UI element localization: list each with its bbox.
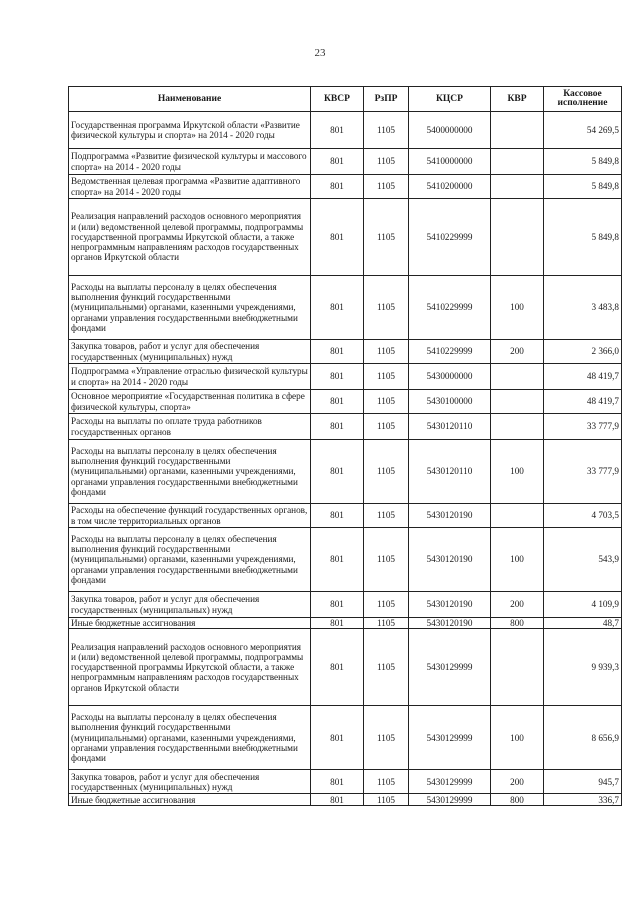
row-kcsr-cell: 5430120190 (409, 592, 491, 618)
row-amount-cell: 48 419,7 (544, 364, 622, 390)
row-kvsr-cell: 801 (311, 175, 364, 199)
table-row (69, 504, 622, 528)
row-kcsr-cell: 5410229999 (409, 276, 491, 340)
row-rzpr-cell: 1105 (364, 770, 409, 794)
row-kvr-cell: 200 (491, 770, 544, 794)
table-row (69, 414, 622, 440)
row-kcsr-cell: 5430100000 (409, 390, 491, 414)
row-name-cell: Реализация направлений расходов основного мероприятия и (или) ведомственной целевой программы, подпрограммы государственной программы Иркутской области, а также непрограммным направлениям расходов государственных органов Иркутской области (69, 629, 311, 706)
row-kvsr-cell: 801 (311, 618, 364, 629)
row-kvsr-cell: 801 (311, 276, 364, 340)
table-row (69, 528, 622, 592)
header-rzpr: РзПР (364, 87, 409, 112)
row-kcsr-cell: 5430120190 (409, 504, 491, 528)
row-kvr-cell: 200 (491, 592, 544, 618)
header-name: Наименование (69, 87, 311, 112)
row-kvr-cell (491, 112, 544, 149)
row-kcsr-cell: 5410229999 (409, 199, 491, 276)
row-kcsr-cell: 5430120190 (409, 618, 491, 629)
row-kvsr-cell: 801 (311, 440, 364, 504)
row-kcsr-cell: 5430129999 (409, 629, 491, 706)
row-kvr-cell (491, 414, 544, 440)
row-amount-cell: 543,9 (544, 528, 622, 592)
row-name-cell: Расходы на выплаты персоналу в целях обеспечения выполнения функций государственными (муниципальными) органами, казенными учреждениями, органами управления государственными внебюджетными фондами (69, 528, 311, 592)
row-rzpr-cell: 1105 (364, 592, 409, 618)
row-kvr-cell: 800 (491, 618, 544, 629)
row-kvsr-cell: 801 (311, 706, 364, 770)
table-row (69, 175, 622, 199)
row-name-cell: Подпрограмма «Развитие физической культуры и массового спорта» на 2014 - 2020 годы (69, 149, 311, 175)
row-kcsr-cell: 5410229999 (409, 340, 491, 364)
row-amount-cell: 8 656,9 (544, 706, 622, 770)
row-name-cell: Реализация направлений расходов основного мероприятия и (или) ведомственной целевой программы, подпрограммы государственной программы Иркутской области, а также непрограммным направлениям расходов государственных органов Иркутской области (69, 199, 311, 276)
row-name-cell: Закупка товаров, работ и услуг для обеспечения государственных (муниципальных) нужд (69, 770, 311, 794)
table-row (69, 199, 622, 276)
row-kcsr-cell: 5410000000 (409, 149, 491, 175)
table-row (69, 770, 622, 794)
row-kcsr-cell: 5430129999 (409, 706, 491, 770)
header-kvsr: КВСР (311, 87, 364, 112)
row-kvr-cell: 100 (491, 706, 544, 770)
row-rzpr-cell: 1105 (364, 199, 409, 276)
row-kvr-cell (491, 199, 544, 276)
row-name-cell: Иные бюджетные ассигнования (69, 794, 311, 806)
row-name-cell: Закупка товаров, работ и услуг для обеспечения государственных (муниципальных) нужд (69, 592, 311, 618)
page-number: 23 (314, 47, 326, 59)
row-rzpr-cell: 1105 (364, 149, 409, 175)
table-row (69, 592, 622, 618)
row-kcsr-cell: 5430120190 (409, 528, 491, 592)
row-rzpr-cell: 1105 (364, 504, 409, 528)
row-kcsr-cell: 5400000000 (409, 112, 491, 149)
table-row (69, 276, 622, 340)
row-kvr-cell: 100 (491, 276, 544, 340)
row-kcsr-cell: 5430129999 (409, 794, 491, 806)
table-row (69, 390, 622, 414)
row-kvsr-cell: 801 (311, 340, 364, 364)
row-rzpr-cell: 1105 (364, 618, 409, 629)
row-kvsr-cell: 801 (311, 528, 364, 592)
row-kcsr-cell: 5410200000 (409, 175, 491, 199)
row-amount-cell: 336,7 (544, 794, 622, 806)
table-row (69, 794, 622, 806)
row-kvsr-cell: 801 (311, 149, 364, 175)
row-kvsr-cell: 801 (311, 770, 364, 794)
row-amount-cell: 33 777,9 (544, 440, 622, 504)
budget-execution-table (68, 86, 622, 806)
row-rzpr-cell: 1105 (364, 629, 409, 706)
row-name-cell: Расходы на выплаты по оплате труда работников государственных органов (69, 414, 311, 440)
row-amount-cell: 54 269,5 (544, 112, 622, 149)
table-row (69, 440, 622, 504)
row-kvsr-cell: 801 (311, 112, 364, 149)
row-name-cell: Закупка товаров, работ и услуг для обеспечения государственных (муниципальных) нужд (69, 340, 311, 364)
row-rzpr-cell: 1105 (364, 706, 409, 770)
table-row (69, 364, 622, 390)
row-amount-cell: 48 419,7 (544, 390, 622, 414)
row-name-cell: Расходы на обеспечение функций государственных органов, в том числе территориальных органов (69, 504, 311, 528)
table-row (69, 618, 622, 629)
row-rzpr-cell: 1105 (364, 794, 409, 806)
table-row (69, 706, 622, 770)
row-kvsr-cell: 801 (311, 629, 364, 706)
row-kvr-cell (491, 149, 544, 175)
row-name-cell: Ведомственная целевая программа «Развитие адаптивного спорта» на 2014 - 2020 годы (69, 175, 311, 199)
row-name-cell: Расходы на выплаты персоналу в целях обеспечения выполнения функций государственными (муниципальными) органами, казенными учреждениями, органами управления государственными внебюджетными фондами (69, 706, 311, 770)
row-kcsr-cell: 5430120110 (409, 440, 491, 504)
row-name-cell: Государственная программа Иркутской области «Развитие физической культуры и спорта» на 2014 - 2020 годы (69, 112, 311, 149)
row-rzpr-cell: 1105 (364, 440, 409, 504)
table-body (69, 112, 622, 806)
row-name-cell: Подпрограмма «Управление отраслью физической культуры и спорта» на 2014 - 2020 годы (69, 364, 311, 390)
row-name-cell: Иные бюджетные ассигнования (69, 618, 311, 629)
row-amount-cell: 4 109,9 (544, 592, 622, 618)
row-kvsr-cell: 801 (311, 794, 364, 806)
row-name-cell: Основное мероприятие «Государственная политика в сфере физической культуры, спорта» (69, 390, 311, 414)
row-amount-cell: 5 849,8 (544, 199, 622, 276)
table-row (69, 149, 622, 175)
row-kcsr-cell: 5430000000 (409, 364, 491, 390)
table-row (69, 629, 622, 706)
row-kvr-cell (491, 390, 544, 414)
row-amount-cell: 9 939,3 (544, 629, 622, 706)
row-kvsr-cell: 801 (311, 364, 364, 390)
header-amount: Кассовое исполнение (544, 87, 622, 112)
row-amount-cell: 33 777,9 (544, 414, 622, 440)
row-name-cell: Расходы на выплаты персоналу в целях обеспечения выполнения функций государственными (муниципальными) органами, казенными учреждениями, органами управления государственными внебюджетными фондами (69, 440, 311, 504)
row-kcsr-cell: 5430120110 (409, 414, 491, 440)
table-header-row (69, 87, 622, 112)
row-kvsr-cell: 801 (311, 504, 364, 528)
row-kvsr-cell: 801 (311, 592, 364, 618)
row-kvr-cell (491, 629, 544, 706)
row-rzpr-cell: 1105 (364, 414, 409, 440)
row-amount-cell: 4 703,5 (544, 504, 622, 528)
row-rzpr-cell: 1105 (364, 112, 409, 149)
table-row (69, 340, 622, 364)
row-kvr-cell (491, 175, 544, 199)
row-kcsr-cell: 5430129999 (409, 770, 491, 794)
row-amount-cell: 5 849,8 (544, 149, 622, 175)
table-row (69, 112, 622, 149)
row-rzpr-cell: 1105 (364, 175, 409, 199)
row-kvr-cell: 200 (491, 340, 544, 364)
row-kvr-cell: 100 (491, 528, 544, 592)
row-kvsr-cell: 801 (311, 414, 364, 440)
row-rzpr-cell: 1105 (364, 364, 409, 390)
row-amount-cell: 3 483,8 (544, 276, 622, 340)
row-kvsr-cell: 801 (311, 199, 364, 276)
header-kvr: КВР (491, 87, 544, 112)
row-rzpr-cell: 1105 (364, 528, 409, 592)
row-kvsr-cell: 801 (311, 390, 364, 414)
row-amount-cell: 48,7 (544, 618, 622, 629)
row-amount-cell: 945,7 (544, 770, 622, 794)
row-rzpr-cell: 1105 (364, 340, 409, 364)
row-amount-cell: 2 366,0 (544, 340, 622, 364)
row-kvr-cell (491, 364, 544, 390)
row-kvr-cell: 800 (491, 794, 544, 806)
row-rzpr-cell: 1105 (364, 276, 409, 340)
row-rzpr-cell: 1105 (364, 390, 409, 414)
row-kvr-cell (491, 504, 544, 528)
row-kvr-cell: 100 (491, 440, 544, 504)
row-amount-cell: 5 849,8 (544, 175, 622, 199)
header-kcsr: КЦСР (409, 87, 491, 112)
row-name-cell: Расходы на выплаты персоналу в целях обеспечения выполнения функций государственными (муниципальными) органами, казенными учреждениями, органами управления государственными внебюджетными фондами (69, 276, 311, 340)
